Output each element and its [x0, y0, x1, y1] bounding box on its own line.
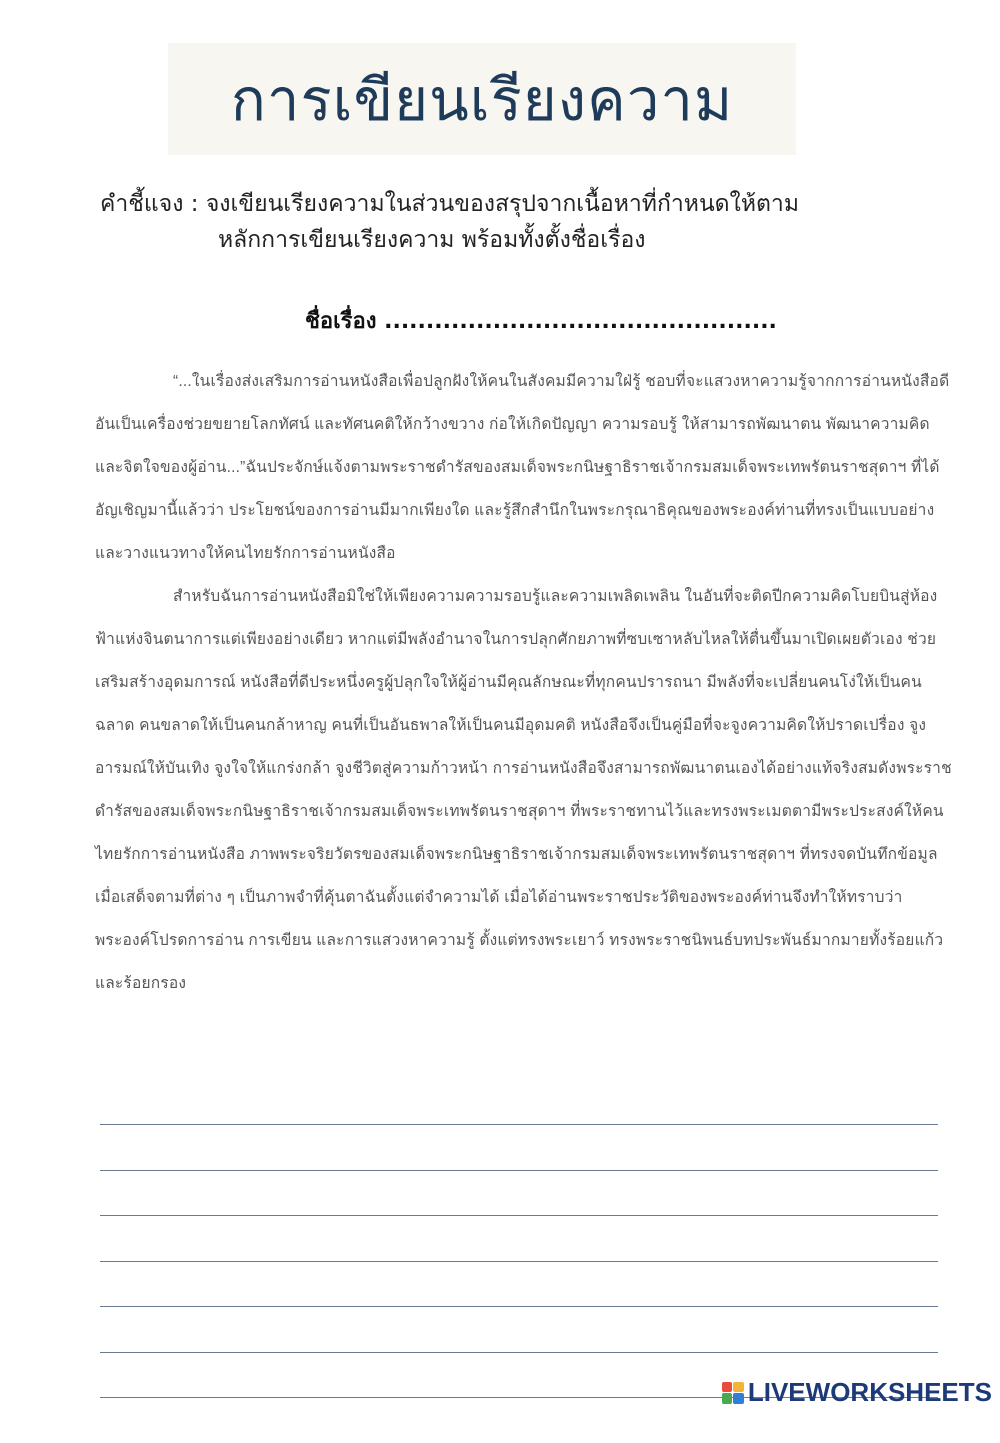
logo-square	[722, 1393, 733, 1404]
answer-line[interactable]	[100, 1306, 938, 1307]
passage-paragraph-2: สำหรับฉันการอ่านหนังสือมิใช่ให้เพียงความความรอบรู้และความเพลิดเพลิน ในอันที่จะติดปีกความคิดโบยบินสู่ห้องฟ้าแห่งจินตนาการแต่เพียงอย่างเดียว หากแต่มีพลังอำนาจในการปลุกศักยภาพที่ซบเซาหลับไหลให้ตื่นขึ้นมาเปิดเผยตัวเอง ช่วยเสริมสร้างอุดมการณ์ หนังสือที่ดีประหนึ่งครูผู้ปลุกใจให้ผู้อ่านมีคุณลักษณะที่ทุกคนปรารถนา มีพลังที่จะเปลี่ยนคนโง่ให้เป็นคนฉลาด คนขลาดให้เป็นคนกล้าหาญ คนที่เป็นอันธพาลให้เป็นคนมีอุดมคติ หนังสือจึงเป็นคู่มือที่จะจูงความคิดให้ปราดเปรื่อง จูงอารมณ์ให้บันเทิง จูงใจให้แกร่งกล้า จูงชีวิตสู่ความก้าวหน้า การอ่านหนังสือจึงสามารถพัฒนาตนเองได้อย่างแท้จริงสมดังพระราชดำรัสของสมเด็จพระกนิษฐาธิราชเจ้ากรมสมเด็จพระเทพรัตนราชสุดาฯ ที่พระราชทานไว้และทรงพระเมตตามีพระประสงค์ให้คนไทยรักการอ่านหนังสือ ภาพพระจริยวัตรของสมเด็จพระกนิษฐาธิราชเจ้ากรมสมเด็จพระเทพรัตนราชสุดาฯ ที่ทรงจดบันทึกข้อมูลเมื่อเสด็จตามที่ต่าง ๆ เป็นภาพจำที่คุ้นตาฉันตั้งแต่จำความได้ เมื่อได้อ่านพระราชประวัติของพระองค์ท่านจึงทำให้ทราบว่า พระองค์โปรดการอ่าน การเขียน และการแสวงหาความรู้ ตั้งแต่ทรงพระเยาว์ ทรงพระราชนิพนธ์บทประพันธ์มากมายทั้งร้อยแก้วและร้อยกรอง	[95, 588, 952, 992]
answer-line[interactable]	[100, 1352, 938, 1353]
title-box	[168, 43, 796, 155]
watermark-text: LIVEWORKSHEETS	[747, 1377, 992, 1407]
subject-line	[305, 303, 777, 338]
answer-line[interactable]	[100, 1170, 938, 1171]
logo-square	[733, 1393, 744, 1404]
passage	[95, 360, 955, 1005]
liveworksheets-logo-icon	[722, 1382, 744, 1404]
answer-line[interactable]	[100, 1215, 938, 1216]
answer-line[interactable]	[100, 1124, 938, 1125]
answer-line[interactable]	[100, 1261, 938, 1262]
subject-label: ชื่อเรื่อง	[305, 309, 377, 334]
liveworksheets-watermark	[722, 1377, 992, 1408]
instructions	[100, 186, 920, 258]
instructions-line-2: หลักการเขียนเรียงความ พร้อมทั้งตั้งชื่อเรื่อง	[218, 227, 646, 253]
subject-blank[interactable]: ...............................................	[384, 309, 777, 334]
logo-square	[722, 1382, 733, 1393]
instructions-line-1: คำชี้แจง : จงเขียนเรียงความในส่วนของสรุปจากเนื้อหาที่กำหนดให้ตาม	[100, 191, 800, 217]
page-title: การเขียนเรียงความ	[230, 65, 734, 134]
logo-square	[733, 1382, 744, 1393]
passage-paragraph-1: “...ในเรื่องส่งเสริมการอ่านหนังสือเพื่อปลูกฝังให้คนในสังคมมีความใฝ่รู้ ชอบที่จะแสวงหาความรู้จากการอ่านหนังสือดี อันเป็นเครื่องช่วยขยายโลกทัศน์ และทัศนคติให้กว้างขวาง ก่อให้เกิดปัญญา ความรอบรู้ ให้สามารถพัฒนาตน พัฒนาความคิดและจิตใจของผู้อ่าน...”ฉันประจักษ์แจ้งตามพระราชดำรัสของสมเด็จพระกนิษฐาธิราชเจ้ากรมสมเด็จพระเทพรัตนราชสุดาฯ ที่ได้อัญเชิญมานี้แล้วว่า ประโยชน์ของการอ่านมีมากเพียงใด และรู้สึกสำนึกในพระกรุณาธิคุณของพระองค์ท่านที่ทรงเป็นแบบอย่างและวางแนวทางให้คนไทยรักการอ่านหนังสือ	[95, 373, 950, 562]
